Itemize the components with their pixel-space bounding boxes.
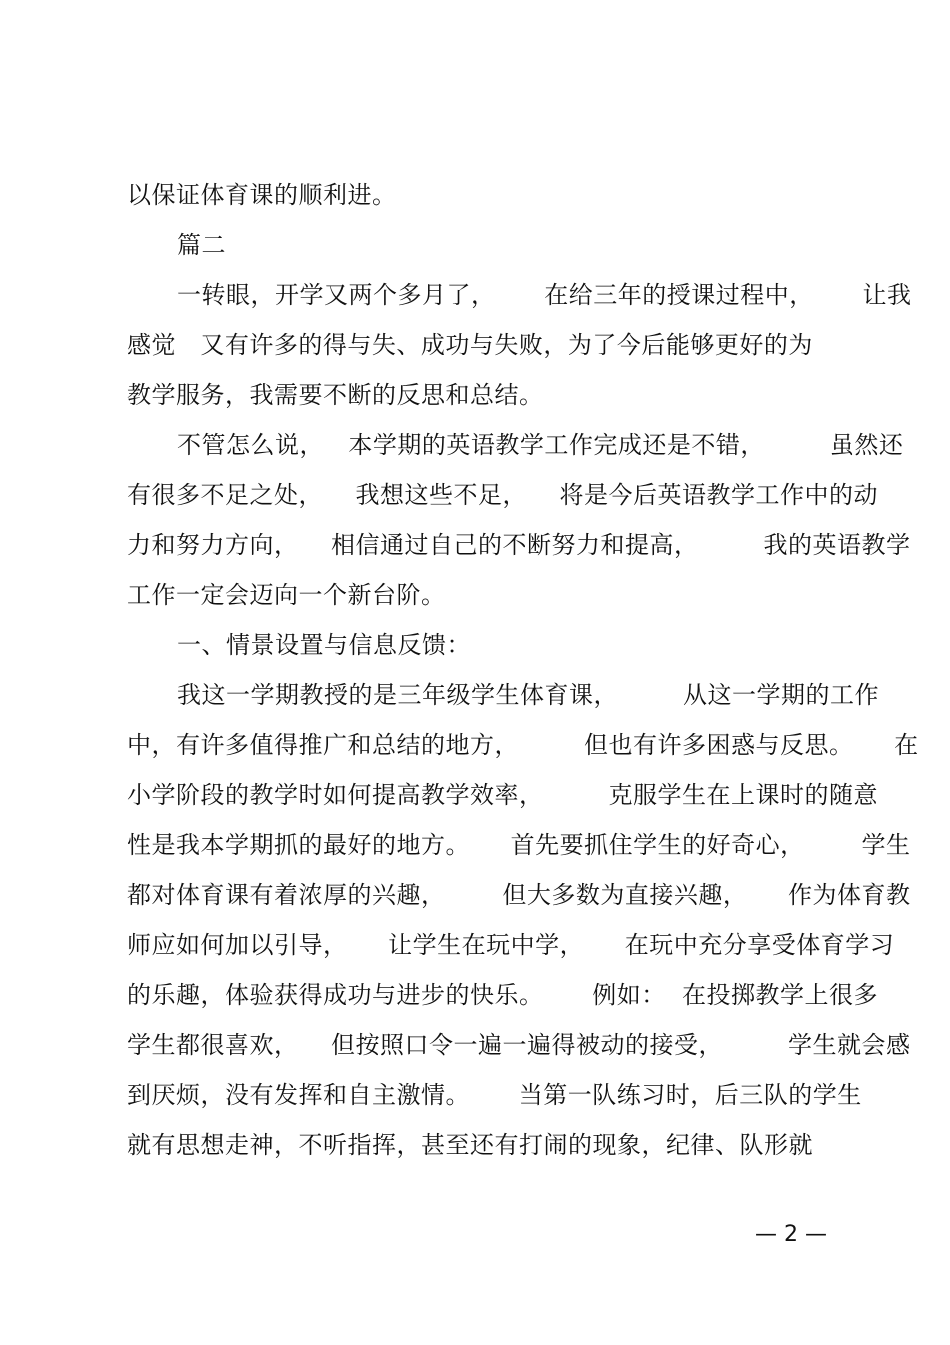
paragraph-line: 中，有许多值得推广和总结的地方， 但也有许多困惑与反思。 在 (127, 731, 919, 759)
paragraph-line: 教学服务，我需要不断的反思和总结。 (127, 381, 544, 409)
paragraph-line: 性是我本学期抓的最好的地方。 首先要抓住学生的好奇心， 学生 (127, 831, 911, 859)
paragraph-line: 的乐趣，体验获得成功与进步的快乐。 例如： 在投掷教学上很多 (127, 981, 879, 1009)
paragraph-line: 到厌烦，没有发挥和自主激情。 当第一队练习时，后三队的学生 (127, 1081, 862, 1109)
paragraph-line: 以保证体育课的顺利进。 (127, 181, 397, 209)
paragraph-line: 我这一学期教授的是三年级学生体育课， 从这一学期的工作 (177, 681, 880, 709)
paragraph-line: 都对体育课有着浓厚的兴趣， 但大多数为直接兴趣， 作为体育教 (127, 881, 911, 909)
paragraph-line: 不管怎么说， 本学期的英语教学工作完成还是不错， 虽然还 (177, 431, 904, 459)
section-heading: 一、情景设置与信息反馈： (177, 631, 471, 659)
paragraph-line: 感觉 又有许多的得与失、成功与失败，为了今后能够更好的为 (127, 331, 813, 359)
paragraph-line: 力和努力方向， 相信通过自己的不断努力和提高， 我的英语教学 (127, 531, 911, 559)
paragraph-line: 就有思想走神，不听指挥，甚至还有打闹的现象，纪律、队形就 (127, 1131, 813, 1159)
page-number: — 2 — (755, 1222, 827, 1247)
paragraph-line: 师应如何加以引导， 让学生在玩中学， 在玩中充分享受体育学习 (127, 931, 895, 959)
paragraph-line: 工作一定会迈向一个新台阶。 (127, 581, 446, 609)
section-heading: 篇二 (177, 231, 226, 259)
paragraph-line: 一转眼，开学又两个多月了， 在给三年的授课过程中， 让我 (177, 281, 912, 309)
paragraph-line: 有很多不足之处， 我想这些不足， 将是今后英语教学工作中的动 (127, 481, 879, 509)
paragraph-line: 学生都很喜欢， 但按照口令一遍一遍得被动的接受， 学生就会感 (127, 1031, 911, 1059)
paragraph-line: 小学阶段的教学时如何提高教学效率， 克服学生在上课时的随意 (127, 781, 879, 809)
